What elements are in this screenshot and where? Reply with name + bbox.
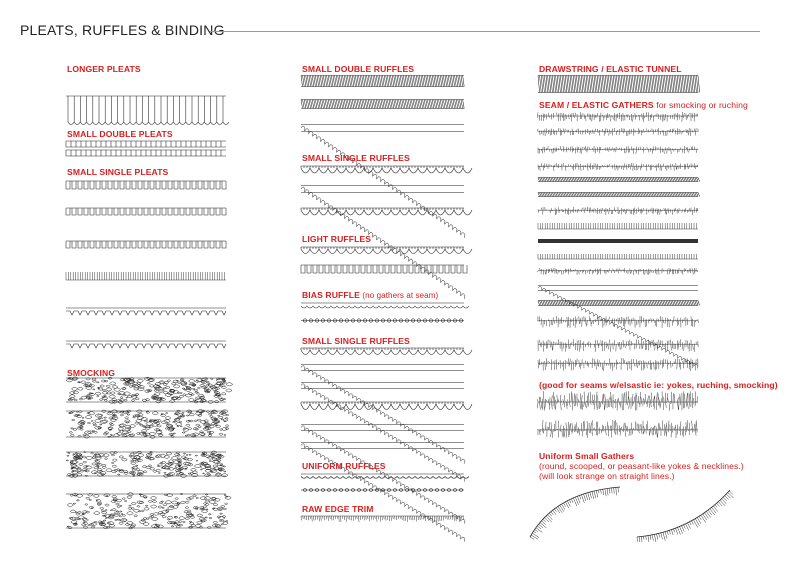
single-ruffles-strip-1 (301, 165, 464, 175)
double-ruffles-strip-1 (301, 75, 464, 87)
section-label-light-ruffles: LIGHT RUFFLES (302, 234, 372, 244)
double-ruffles-strip-3 (301, 124, 464, 132)
single-ruffles-b-strip-3 (301, 382, 464, 389)
single-ruffles-b-strip-4 (301, 401, 464, 412)
light-ruffles-strip-1 (301, 246, 464, 255)
section-label-raw-edge-trim: RAW EDGE TRIM (302, 504, 374, 514)
single-ruffles-b-strip-6 (301, 442, 464, 449)
smocking-strip-2 (66, 411, 226, 437)
gathers-strip-15 (538, 339, 698, 352)
section-label-small-single-pleats: SMALL SINGLE PLEATS (67, 167, 169, 177)
gathers-strip-9 (538, 239, 698, 243)
uniform-gathers-arc-right (632, 482, 742, 542)
section-label-uniform-small-gathers (539, 451, 779, 481)
single-pleats-strip-5 (66, 307, 226, 315)
section-label-smocking: SMOCKING (67, 368, 116, 378)
uniform-small-gathers-line-2: (will look strange on straight lines.) (539, 471, 675, 481)
gathers-strip-4 (538, 163, 698, 171)
section-label-small-single-ruffles-b: SMALL SINGLE RUFFLES (302, 336, 410, 346)
gathers-strip-14 (538, 316, 698, 328)
smocking-strip-3 (66, 452, 226, 476)
uniform-ruffles-strip-1 (301, 473, 464, 480)
longer-pleats-strip (66, 96, 226, 126)
smocking-strip-1 (66, 378, 226, 402)
title-divider (210, 31, 760, 32)
single-ruffles-strip-2 (301, 185, 464, 193)
gathers-strip-13 (538, 300, 698, 306)
single-ruffles-b-strip-1 (301, 347, 464, 356)
section-label-drawstring-tunnel: DRAWSTRING / ELASTIC TUNNEL (539, 64, 682, 74)
gathers-strip-10 (538, 254, 698, 260)
light-ruffles-strip-2 (301, 264, 464, 274)
gathers-strip-7 (538, 207, 698, 215)
gathers-strip-1 (538, 112, 698, 122)
section-label-longer-pleats: LONGER PLEATS (67, 64, 141, 74)
single-pleats-strip-3 (66, 240, 226, 249)
drawstring-strip (538, 75, 698, 93)
uniform-small-gathers-line-1: (round, scooped, or peasant-like yokes & necklines.) (539, 461, 744, 471)
section-label-good-for-seams: (good for seams w/elsastic ie: yokes, ruching, smocking) (539, 380, 778, 390)
gathers-strip-8 (538, 223, 698, 230)
gathers-strip-11 (538, 268, 698, 275)
single-ruffles-b-strip-5 (301, 424, 464, 431)
uniform-small-gathers-title: Uniform Small Gathers (539, 451, 635, 461)
gathers-strip-16 (538, 358, 698, 371)
uniform-ruffles-strip-2 (301, 487, 464, 493)
section-label-seam-elastic-gathers: SEAM / ELASTIC GATHERS for smocking or ruching (539, 100, 748, 110)
seams-strip-2 (538, 420, 698, 438)
gathers-strip-12 (538, 285, 698, 291)
uniform-gathers-arc-left (525, 482, 630, 542)
single-pleats-strip-4 (66, 272, 226, 281)
page-title: PLEATS, RUFFLES & BINDING (20, 22, 225, 38)
single-pleats-strip-1 (66, 180, 226, 190)
section-label-small-single-ruffles-a: SMALL SINGLE RUFFLES (302, 153, 410, 163)
single-pleats-strip-6 (66, 340, 226, 348)
small-double-pleats-strip (66, 140, 226, 158)
gathers-strip-3 (538, 146, 698, 154)
single-ruffles-b-strip-2 (301, 364, 464, 371)
gathers-strip-2 (538, 128, 698, 136)
bias-ruffle-strip-1 (301, 302, 464, 310)
section-label-bias-ruffle: BIAS RUFFLE (no gathers at seam) (302, 290, 439, 300)
smocking-strip-4 (66, 494, 226, 528)
section-label-uniform-ruffles: UNIFORM RUFFLES (302, 461, 386, 471)
section-label-small-double-ruffles: SMALL DOUBLE RUFFLES (302, 64, 415, 74)
single-pleats-strip-2 (66, 207, 226, 216)
bias-ruffle-strip-2 (301, 317, 464, 324)
raw-edge-trim-strip (301, 515, 464, 522)
single-ruffles-strip-3 (301, 207, 464, 217)
gathers-strip-5 (538, 177, 698, 182)
section-label-small-double-pleats: SMALL DOUBLE PLEATS (67, 129, 173, 139)
double-ruffles-strip-2 (301, 99, 464, 109)
seams-strip-1 (538, 391, 698, 411)
gathers-strip-6 (538, 192, 698, 197)
